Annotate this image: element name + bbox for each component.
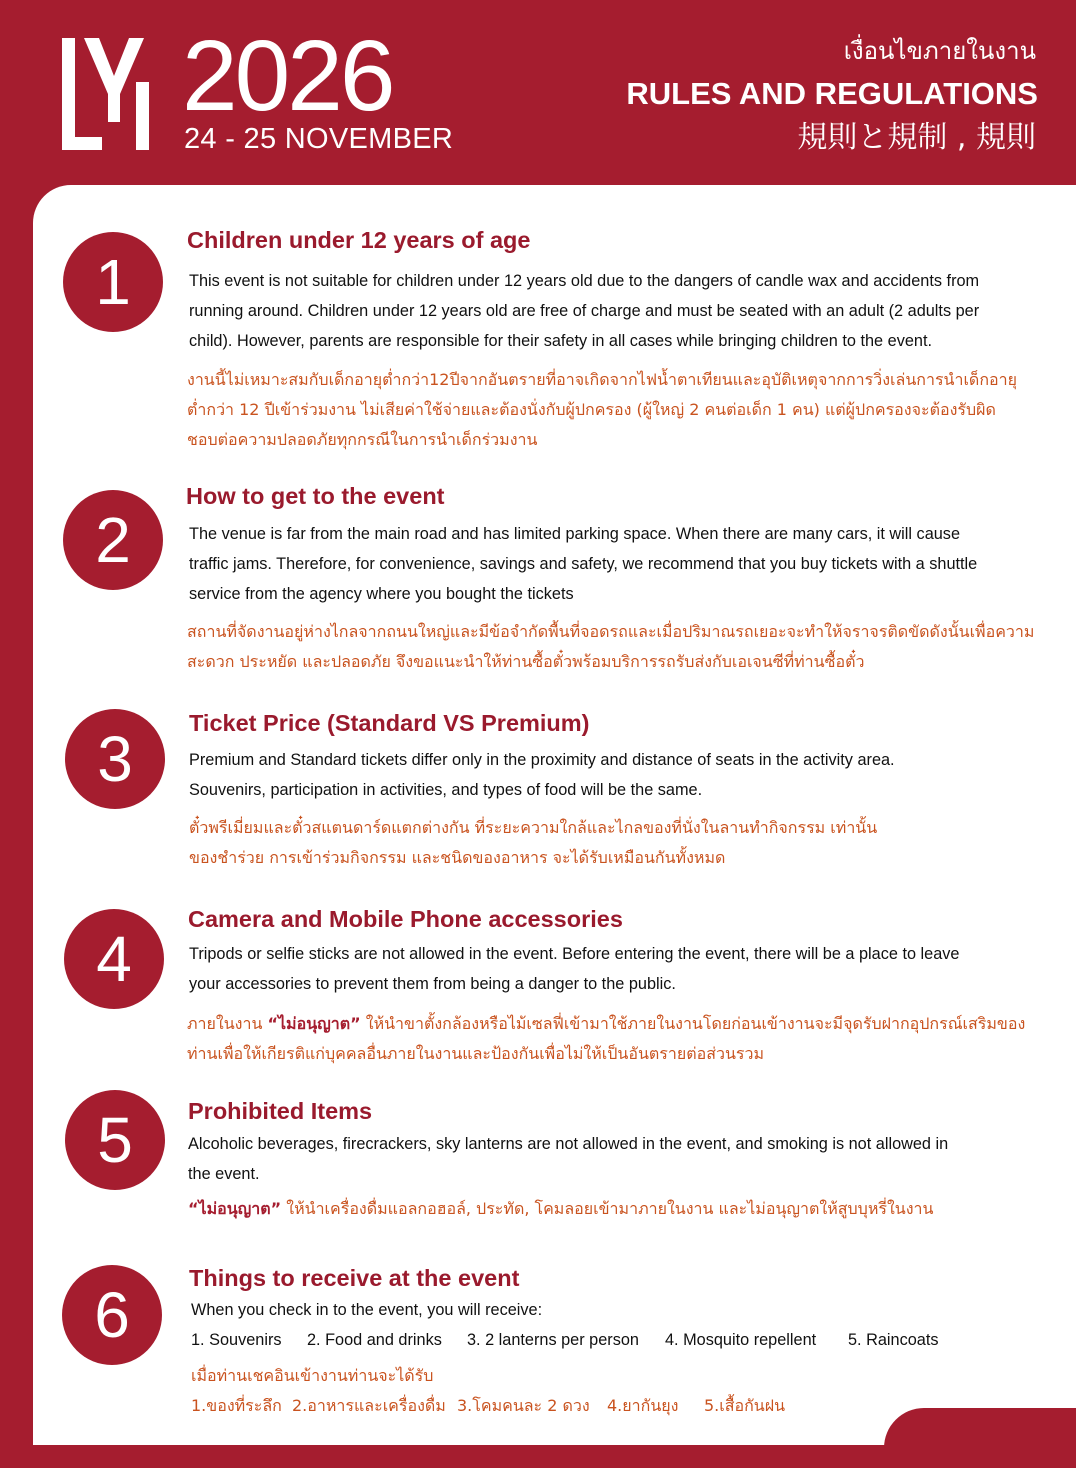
corner-decoration (884, 1408, 1076, 1468)
section-body-th (187, 365, 1017, 455)
body-line: traffic jams. Therefore, for convenience, savings and safety, we recommend that you buy tickets with a shuttle (189, 555, 978, 573)
body-line: This event is not suitable for children under 12 years old due to the dangers of candle wax and accidents from (189, 272, 980, 290)
event-dates: 24 - 25 NOVEMBER (184, 123, 454, 155)
th-prefix: ภายในงาน (187, 1014, 268, 1033)
receive-items-th (191, 1391, 785, 1421)
section-number-badge: 3 (65, 709, 165, 809)
section-title: Children under 12 years of age (187, 227, 531, 253)
not-allowed-emphasis: “ไม่อนุญาต” (188, 1199, 282, 1218)
body-line-th: ท่านเพื่อให้เกียรติแก่บุคคลอื่นภายในงานและป้องกันเพื่อไม่ให้เป็นอันตรายต่อส่วนรวม (187, 1044, 765, 1063)
receive-item-th: 5.เสื้อกันฝน (704, 1396, 786, 1415)
section-body-en (189, 266, 979, 356)
section-number-badge: 5 (65, 1090, 165, 1190)
body-line: running around. Children under 12 years old are free of charge and must be seated with an adult (2 adults per (189, 302, 980, 320)
receive-intro-en: When you check in to the event, you will receive: (191, 1301, 543, 1319)
body-line-th: ตั๋วพรีเมี่ยมและตั๋วสแตนดาร์ดแตกต่างกัน ที่ระยะความใกล้และไกลของที่นั่งในลานทำกิจกรรม เท่านั้น (189, 818, 878, 837)
body-line: Souvenirs, participation in activities, and types of food will be the same. (189, 781, 703, 799)
section-number-badge: 2 (63, 490, 163, 590)
receive-intro-th: เมื่อท่านเชคอินเข้างานท่านจะได้รับ (191, 1366, 434, 1385)
section-body-th (187, 617, 1034, 677)
receive-item: 2. Food and drinks (307, 1331, 442, 1349)
section-number-badge: 4 (64, 909, 164, 1009)
receive-item-th: 4.ยากันยุง (607, 1396, 679, 1415)
body-line: Tripods or selfie sticks are not allowed in the event. Before entering the event, there will be a place to leave (189, 945, 960, 963)
body-line-th: ชอบต่อความปลอดภัยทุกกรณีในการนำเด็กร่วมงาน (187, 430, 538, 449)
receive-item: 4. Mosquito repellent (665, 1331, 817, 1349)
section-body-th (189, 813, 877, 873)
body-line: The venue is far from the main road and has limited parking space. When there are many cars, it will cause (189, 525, 961, 543)
receive-item: 1. Souvenirs (191, 1331, 282, 1349)
section-body-en (189, 939, 959, 999)
th-suffix: ให้นำขาตั้งกล้องหรือไม้เซลฟี่เข้ามาใช้ภายในงานโดยก่อนเข้างานจะมีจุดรับฝากอุปกรณ์เสริมของ (360, 1014, 1026, 1033)
section-number-badge: 6 (62, 1265, 162, 1365)
body-line-th: ของชำร่วย การเข้าร่วมกิจกรรม และชนิดของอาหาร จะได้รับเหมือนกันทั้งหมด (189, 848, 726, 867)
section-body-th (188, 1194, 933, 1224)
section-body-th (187, 1009, 1025, 1069)
th-suffix: ให้นำเครื่องดื่มแอลกอฮอล์, ประทัด, โคมลอยเข้ามาภายในงาน และไม่อนุญาตให้สูบบุหรี่ในงาน (281, 1199, 934, 1218)
receive-item-th: 2.อาหารและเครื่องดื่ม (292, 1396, 446, 1415)
body-line-th: สถานที่จัดงานอยู่ห่างไกลจากถนนใหญ่และมีข้อจำกัดพื้นที่จอดรถและเมื่อปริมาณรถเยอะจะทำให้จราจรติดขัดดังนั้นเพื่อความ (187, 622, 1035, 641)
page-title: RULES AND REGULATIONS (626, 76, 1038, 111)
section-title: Prohibited Items (188, 1098, 373, 1124)
receive-item-th: 1.ของที่ระลึก (191, 1396, 282, 1415)
body-line: the event. (188, 1165, 260, 1183)
receive-items-en (191, 1325, 939, 1355)
receive-item: 3. 2 lanterns per person (467, 1331, 639, 1349)
header (0, 0, 1076, 190)
body-line-th: สะดวก ประหยัด และปลอดภัย จึงขอแนะนำให้ท่านซื้อตั๋วพร้อมบริการรถรับส่งกับเอเจนซีที่ท่านซื้อตั๋ว (187, 652, 865, 671)
ly-logo-icon (62, 38, 152, 153)
section-title: Ticket Price (Standard VS Premium) (189, 710, 590, 736)
body-line: Alcoholic beverages, firecrackers, sky lanterns are not allowed in the event, and smoking is not allowed in (188, 1135, 949, 1153)
section-body-en (188, 1129, 948, 1189)
receive-item-th: 3.โคมคนละ 2 ดวง (457, 1396, 590, 1415)
body-line: your accessories to prevent them from being a danger to the public. (189, 975, 676, 993)
receive-item: 5. Raincoats (848, 1331, 939, 1349)
body-line: child). However, parents are responsible for their safety in all cases while bringing children to the event. (189, 332, 932, 350)
section-title: Things to receive at the event (189, 1265, 520, 1291)
section-title: How to get to the event (186, 483, 445, 509)
page-title-japanese: 規則と規制 , 規則 (797, 120, 1036, 155)
section-body-en (189, 745, 895, 805)
body-line: Premium and Standard tickets differ only in the proximity and distance of seats in the activity area. (189, 751, 895, 769)
body-line: service from the agency where you bought the tickets (189, 585, 574, 603)
section-number-badge: 1 (63, 232, 163, 332)
page-title-thai: เงื่อนไขภายในงาน (843, 37, 1036, 65)
body-line-th (188, 1194, 933, 1224)
body-line-th: งานนี้ไม่เหมาะสมกับเด็กอายุต่ำกว่า12ปีจากอันตรายที่อาจเกิดจากไฟน้ำตาเทียนและอุบัติเหตุจากการวิ่งเล่นการนำเด็กอายุ (187, 370, 1017, 389)
section-title: Camera and Mobile Phone accessories (188, 906, 623, 932)
section-body-en (189, 519, 977, 609)
not-allowed-emphasis: “ไม่อนุญาต” (267, 1014, 361, 1033)
body-line-th (187, 1009, 1025, 1039)
body-line-th: ต่ำกว่า 12 ปีเข้าร่วมงาน ไม่เสียค่าใช้จ่ายและต้องนั่งกับผู้ปกครอง (ผู้ใหญ่ 2 คนต่อเด็ก 1 คน) แต่ผู้ปกครองจะต้องรับผิด (187, 400, 996, 419)
event-year: 2026 (182, 20, 393, 132)
